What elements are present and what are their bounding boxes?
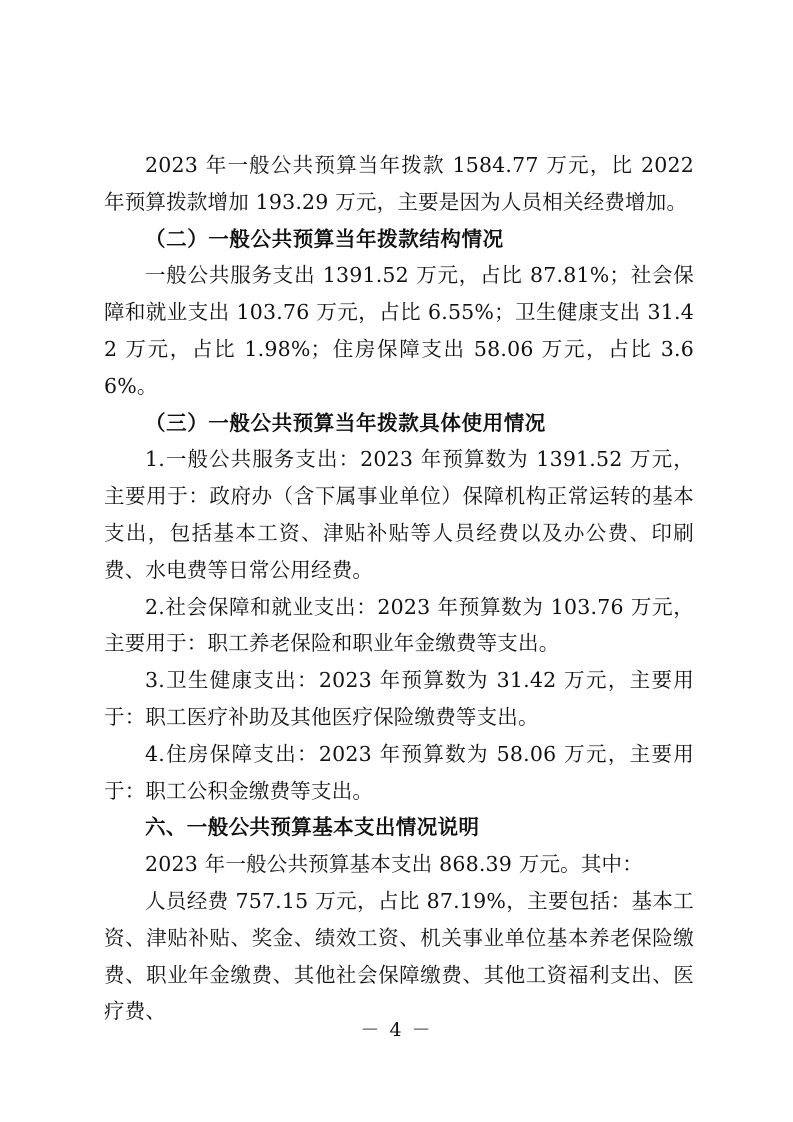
paragraph-budget-appropriation: 2023 年一般公共预算当年拨款 1584.77 万元，比 2022 年预算拨款增加 193.29 万元，主要是因为人员相关经费增加。 [104, 153, 694, 214]
paragraph-basic-expenditure-total: 2023 年一般公共预算基本支出 868.39 万元。其中： [145, 852, 643, 877]
document-body [104, 147, 694, 1030]
paragraph-health: 3.卫生健康支出：2023 年预算数为 31.42 万元，主要用于：职工医疗补助及其他医疗保险缴费等支出。 [104, 668, 694, 729]
paragraph-structure-details: 一般公共服务支出 1391.52 万元，占比 87.81%；社会保障和就业支出 103.76 万元，占比 6.55%；卫生健康支出 31.42 万元，占比 1.98%；住房保障支出 58.06 万元，占比 3.66%。 [104, 263, 694, 398]
section-heading-basic-expenditure: 六、一般公共预算基本支出情况说明 [145, 815, 480, 840]
paragraph-social-security: 2.社会保障和就业支出：2023 年预算数为 103.76 万元，主要用于：职工养老保险和职业年金缴费等支出。 [104, 594, 694, 656]
paragraph-general-public-services: 1.一般公共服务支出：2023 年预算数为 1391.52 万元，主要用于：政府办（含下属事业单位）保障机构正常运转的基本支出，包括基本工资、津贴补贴等人员经费以及办公费、印刷费、水电费等日常公用经费。 [104, 447, 694, 582]
subheading-appropriation-structure: （二）一般公共预算当年拨款结构情况 [145, 226, 504, 251]
page-number: － 4 － [360, 1019, 433, 1041]
paragraph-personnel-expenses: 人员经费 757.15 万元，占比 87.19%，主要包括：基本工资、津贴补贴、奖金、绩效工资、机关事业单位基本养老保险缴费、职业年金缴费、其他社会保障缴费、其他工资福利支出、医疗费、 [104, 888, 694, 1024]
subheading-specific-usage: （三）一般公共预算当年拨款具体使用情况 [145, 410, 546, 435]
paragraph-housing: 4.住房保障支出：2023 年预算数为 58.06 万元，主要用于：职工公积金缴费等支出。 [104, 741, 694, 803]
